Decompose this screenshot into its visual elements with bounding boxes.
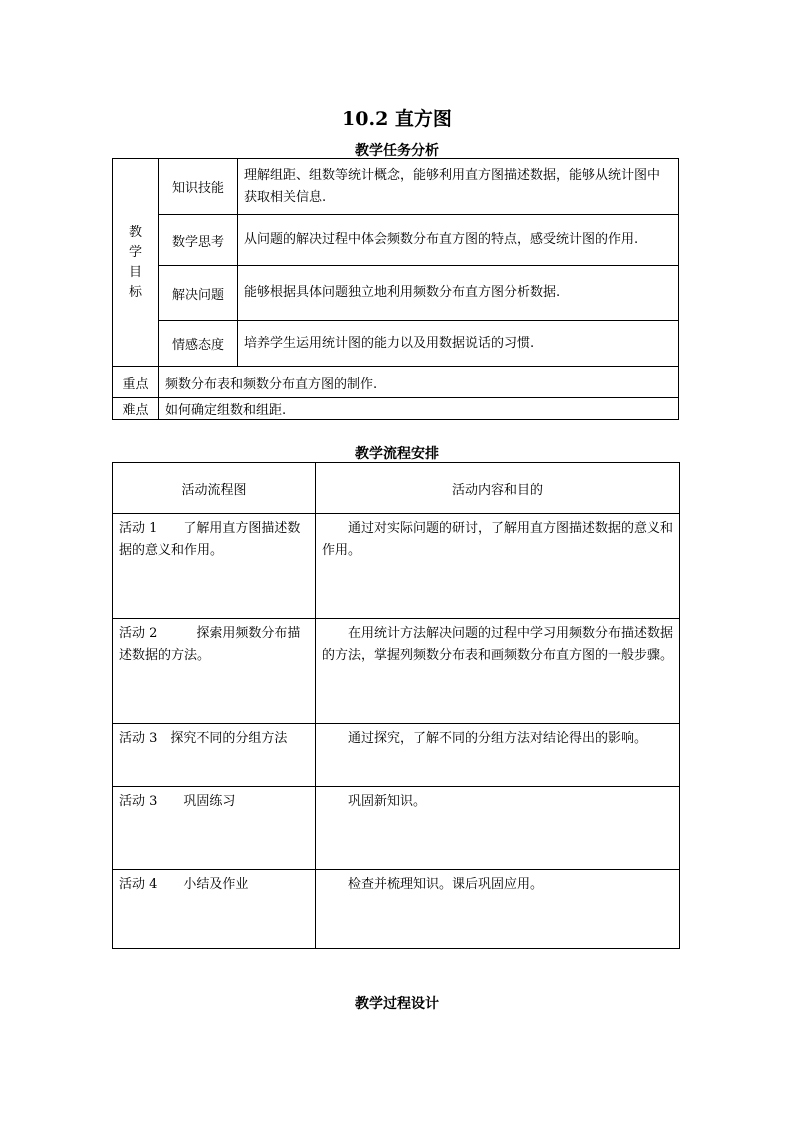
table-row bbox=[113, 787, 680, 870]
category-char: 学 bbox=[128, 244, 142, 260]
table-row bbox=[113, 159, 679, 215]
section-heading-task-analysis: 教学任务分析 bbox=[355, 143, 439, 159]
activity-flow: 活动 4 小结及作业 bbox=[113, 870, 316, 949]
page-title: 10.2 直方图 bbox=[342, 108, 452, 130]
category-char: 目 bbox=[128, 264, 142, 280]
teaching-flow-table bbox=[112, 462, 680, 949]
activity-content: 在用统计方法解决问题的过程中学习用频数分布描述数据的方法，掌握列频数分布表和画频数分布直方图的一般步骤。 bbox=[316, 619, 680, 724]
row-label: 情感态度 bbox=[159, 321, 238, 367]
category-char: 标 bbox=[128, 284, 142, 300]
key-point-text: 频数分布表和频数分布直方图的制作. bbox=[159, 367, 679, 398]
table-row bbox=[113, 514, 680, 619]
section-heading-flow: 教学流程安排 bbox=[355, 446, 439, 462]
activity-flow: 活动 2 探索用频数分布描述数据的方法。 bbox=[113, 619, 316, 724]
table-row bbox=[113, 398, 679, 420]
teaching-goals-cell bbox=[113, 159, 159, 367]
section-heading-process: 教学过程设计 bbox=[355, 996, 439, 1012]
column-header: 活动流程图 bbox=[113, 463, 316, 514]
table-row bbox=[113, 619, 680, 724]
row-text: 理解组距、组数等统计概念，能够利用直方图描述数据，能够从统计图中获取相关信息. bbox=[238, 159, 679, 215]
category-char: 教 bbox=[128, 224, 142, 240]
table-row bbox=[113, 367, 679, 398]
activity-flow: 活动 3 巩固练习 bbox=[113, 787, 316, 870]
row-text: 培养学生运用统计图的能力以及用数据说话的习惯. bbox=[238, 321, 679, 367]
column-header: 活动内容和目的 bbox=[316, 463, 680, 514]
difficulty-label: 难点 bbox=[113, 398, 159, 420]
activity-flow: 活动 3 探究不同的分组方法 bbox=[113, 724, 316, 787]
table-row bbox=[113, 215, 679, 266]
table-header-row bbox=[113, 463, 680, 514]
table-row bbox=[113, 266, 679, 321]
activity-content: 通过探究，了解不同的分组方法对结论得出的影响。 bbox=[316, 724, 680, 787]
table-row bbox=[113, 724, 680, 787]
activity-content: 通过对实际问题的研讨，了解用直方图描述数据的意义和作用。 bbox=[316, 514, 680, 619]
row-text: 从问题的解决过程中体会频数分布直方图的特点，感受统计图的作用. bbox=[238, 215, 679, 266]
table-row bbox=[113, 321, 679, 367]
key-point-label: 重点 bbox=[113, 367, 159, 398]
row-label: 数学思考 bbox=[159, 215, 238, 266]
task-analysis-table bbox=[112, 158, 679, 420]
table-row bbox=[113, 870, 680, 949]
activity-flow: 活动 1 了解用直方图描述数据的意义和作用。 bbox=[113, 514, 316, 619]
activity-content: 检查并梳理知识。课后巩固应用。 bbox=[316, 870, 680, 949]
row-label: 解决问题 bbox=[159, 266, 238, 321]
row-label: 知识技能 bbox=[159, 159, 238, 215]
activity-content: 巩固新知识。 bbox=[316, 787, 680, 870]
row-text: 能够根据具体问题独立地利用频数分布直方图分析数据. bbox=[238, 266, 679, 321]
difficulty-text: 如何确定组数和组距. bbox=[159, 398, 679, 420]
